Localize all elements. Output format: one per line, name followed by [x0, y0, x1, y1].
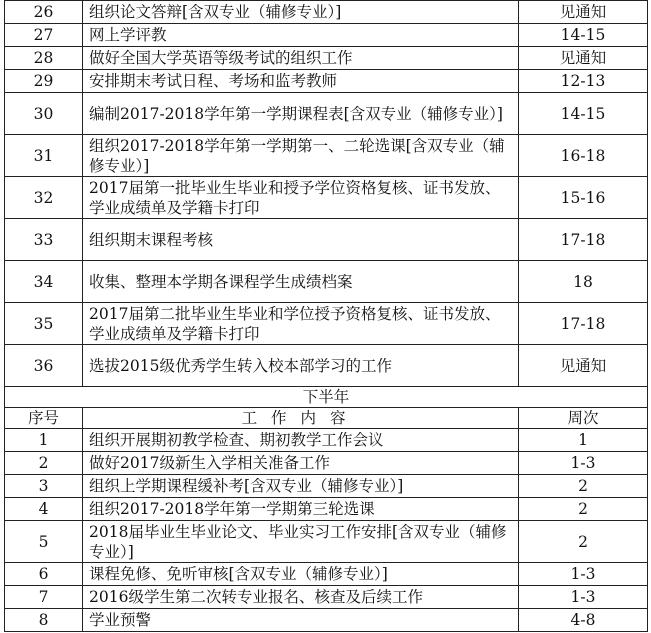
- row-number: 29: [5, 70, 83, 93]
- table-row: [5, 177, 648, 219]
- row-number: 6: [5, 563, 83, 586]
- row-week: 1-3: [519, 452, 648, 475]
- row-week: 14-15: [519, 24, 648, 47]
- row-content: 网上学评教: [83, 24, 519, 47]
- table-row: [5, 498, 648, 521]
- row-content: 组织开展期初教学检查、期初教学工作会议: [83, 429, 519, 452]
- row-content: 收集、整理本学期各课程学生成绩档案: [83, 261, 519, 303]
- row-content: 做好2017级新生入学相关准备工作: [83, 452, 519, 475]
- second-half-body: [5, 429, 648, 632]
- row-number: 34: [5, 261, 83, 303]
- section-row: [5, 387, 648, 408]
- row-number: 28: [5, 47, 83, 70]
- row-week: 见通知: [519, 1, 648, 24]
- row-week: 见通知: [519, 345, 648, 387]
- row-number: 30: [5, 93, 83, 135]
- row-number: 32: [5, 177, 83, 219]
- row-number: 5: [5, 521, 83, 563]
- row-week: 18: [519, 261, 648, 303]
- row-week: 4-8: [519, 609, 648, 632]
- table-row: [5, 475, 648, 498]
- row-number: 27: [5, 24, 83, 47]
- row-content: 编制2017-2018学年第一学期课程表[含双专业（辅修专业）]: [83, 93, 519, 135]
- row-content: 学业预警: [83, 609, 519, 632]
- row-content: 2016级学生第二次转专业报名、核查及后续工作: [83, 586, 519, 609]
- row-week: 12-13: [519, 70, 648, 93]
- table-row: [5, 303, 648, 345]
- row-week: 见通知: [519, 47, 648, 70]
- table-row: [5, 261, 648, 303]
- table-row: [5, 345, 648, 387]
- row-content: 做好全国大学英语等级考试的组织工作: [83, 47, 519, 70]
- row-week: 2: [519, 498, 648, 521]
- schedule-table: [4, 0, 648, 632]
- table-row: [5, 429, 648, 452]
- header-number: 序号: [5, 408, 83, 429]
- row-number: 2: [5, 452, 83, 475]
- row-week: 2: [519, 521, 648, 563]
- row-content: 组织上学期课程缓补考[含双专业（辅修专业）]: [83, 475, 519, 498]
- row-content: 2017届第二批毕业生毕业和学位授予资格复核、证书发放、学业成绩单及学籍卡打印: [83, 303, 519, 345]
- table-row: [5, 452, 648, 475]
- table-row: [5, 609, 648, 632]
- row-content: 选拔2015级优秀学生转入校本部学习的工作: [83, 345, 519, 387]
- row-week: 16-18: [519, 135, 648, 177]
- first-half-body: [5, 1, 648, 387]
- header-content: 工作内容: [83, 408, 519, 429]
- header-row: [5, 408, 648, 429]
- table-row: [5, 1, 648, 24]
- table-row: [5, 93, 648, 135]
- row-number: 31: [5, 135, 83, 177]
- row-week: 17-18: [519, 303, 648, 345]
- row-number: 26: [5, 1, 83, 24]
- row-week: 1-3: [519, 563, 648, 586]
- table-row: [5, 563, 648, 586]
- row-number: 1: [5, 429, 83, 452]
- row-number: 33: [5, 219, 83, 261]
- row-week: 17-18: [519, 219, 648, 261]
- row-number: 8: [5, 609, 83, 632]
- row-number: 35: [5, 303, 83, 345]
- row-content: 2018届毕业生毕业论文、毕业实习工作安排[含双专业（辅修专业）]: [83, 521, 519, 563]
- row-number: 36: [5, 345, 83, 387]
- row-week: 15-16: [519, 177, 648, 219]
- row-week: 2: [519, 475, 648, 498]
- table-row: [5, 47, 648, 70]
- row-week: 1: [519, 429, 648, 452]
- row-content: 课程免修、免听审核[含双专业（辅修专业）]: [83, 563, 519, 586]
- table-row: [5, 135, 648, 177]
- row-week: 14-15: [519, 93, 648, 135]
- row-number: 3: [5, 475, 83, 498]
- row-content: 组织2017-2018学年第一学期第三轮选课: [83, 498, 519, 521]
- row-number: 4: [5, 498, 83, 521]
- header-week: 周次: [519, 408, 648, 429]
- row-week: 1-3: [519, 586, 648, 609]
- table-row: [5, 70, 648, 93]
- table-row: [5, 521, 648, 563]
- row-content: 安排期末考试日程、考场和监考教师: [83, 70, 519, 93]
- row-content: 组织论文答辩[含双专业（辅修专业）]: [83, 1, 519, 24]
- row-content: 2017届第一批毕业生毕业和授予学位资格复核、证书发放、学业成绩单及学籍卡打印: [83, 177, 519, 219]
- table-row: [5, 24, 648, 47]
- row-content: 组织2017-2018学年第一学期第一、二轮选课[含双专业（辅修专业）]: [83, 135, 519, 177]
- row-number: 7: [5, 586, 83, 609]
- section-title: 下半年: [5, 387, 648, 408]
- row-content: 组织期末课程考核: [83, 219, 519, 261]
- table-row: [5, 219, 648, 261]
- table-row: [5, 586, 648, 609]
